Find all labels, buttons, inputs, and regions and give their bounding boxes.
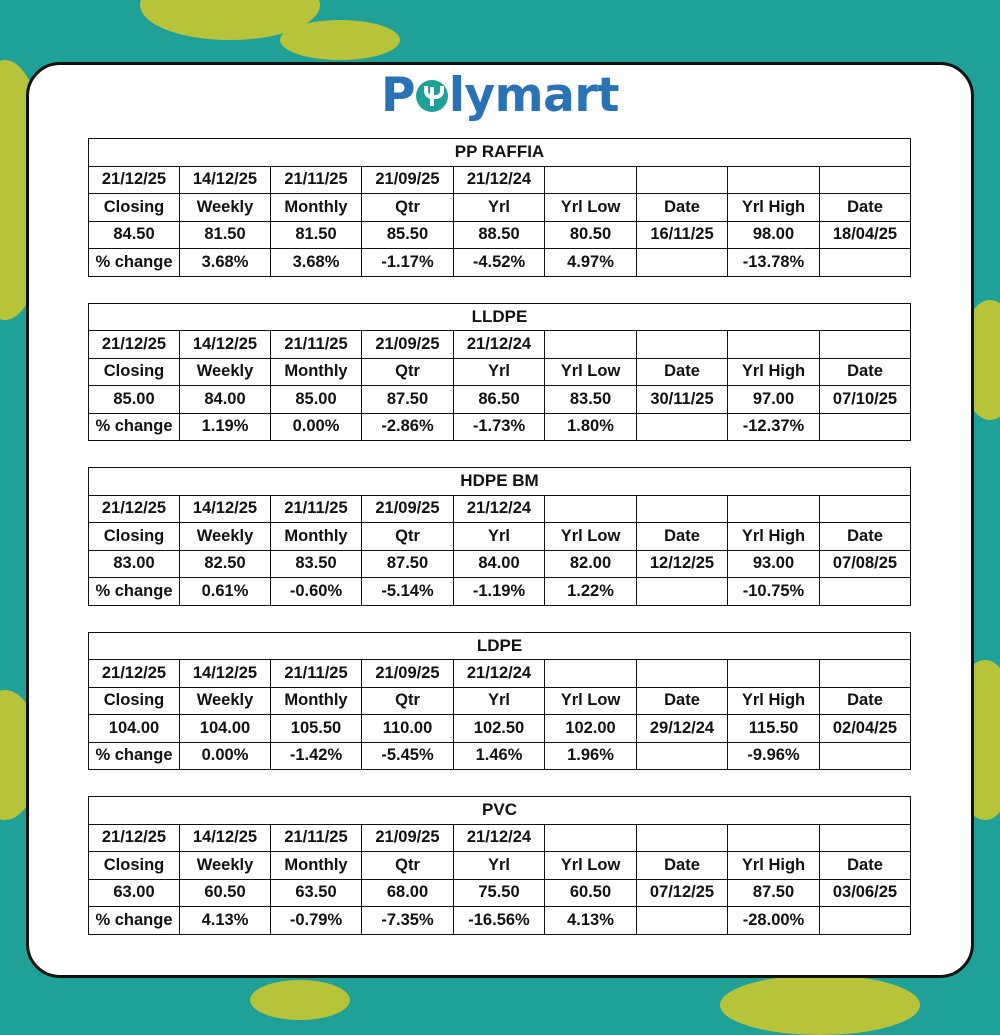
date-cell: 21/11/25 (271, 166, 362, 194)
date-cell: 14/12/25 (180, 331, 271, 359)
change-cell: 4.13% (545, 907, 637, 935)
change-cell: -1.19% (454, 578, 545, 606)
change-cell: 0.61% (180, 578, 271, 606)
change-cell: % change (89, 413, 180, 441)
value-cell: 88.50 (454, 221, 545, 249)
date-cell (637, 495, 728, 523)
header-cell: Qtr (362, 358, 454, 386)
value-cell: 85.00 (271, 386, 362, 414)
date-cell (728, 331, 820, 359)
value-row (89, 715, 911, 743)
date-cell: 14/12/25 (180, 166, 271, 194)
value-cell: 30/11/25 (637, 386, 728, 414)
section-spacer (89, 441, 911, 468)
value-cell: 81.50 (180, 221, 271, 249)
header-cell: Weekly (180, 358, 271, 386)
value-cell: 115.50 (728, 715, 820, 743)
background-splash (720, 975, 920, 1035)
product-title: PVC (89, 797, 911, 825)
date-cell (728, 495, 820, 523)
date-cell: 21/12/24 (454, 824, 545, 852)
change-cell: 1.96% (545, 742, 637, 770)
change-cell (820, 413, 911, 441)
change-cell (637, 413, 728, 441)
value-cell: 84.50 (89, 221, 180, 249)
header-row (89, 687, 911, 715)
date-cell: 21/12/25 (89, 331, 180, 359)
date-cell: 21/11/25 (271, 824, 362, 852)
date-cell (820, 660, 911, 688)
change-cell: -1.73% (454, 413, 545, 441)
value-cell: 83.50 (545, 386, 637, 414)
value-row (89, 879, 911, 907)
header-cell: Yrl High (728, 358, 820, 386)
header-cell: Monthly (271, 687, 362, 715)
change-cell (820, 578, 911, 606)
value-cell: 75.50 (454, 879, 545, 907)
header-row (89, 852, 911, 880)
value-cell: 83.00 (89, 550, 180, 578)
date-cell: 21/11/25 (271, 495, 362, 523)
change-cell (637, 249, 728, 277)
value-cell: 87.50 (728, 879, 820, 907)
value-cell: 16/11/25 (637, 221, 728, 249)
value-cell: 93.00 (728, 550, 820, 578)
date-cell: 21/09/25 (362, 495, 454, 523)
header-cell: Closing (89, 852, 180, 880)
change-cell: 4.97% (545, 249, 637, 277)
date-cell: 14/12/25 (180, 660, 271, 688)
header-cell: Qtr (362, 687, 454, 715)
date-cell: 21/11/25 (271, 331, 362, 359)
header-cell: Yrl (454, 523, 545, 551)
change-cell: 1.46% (454, 742, 545, 770)
header-cell: Closing (89, 194, 180, 222)
date-cell: 21/09/25 (362, 660, 454, 688)
change-cell: -9.96% (728, 742, 820, 770)
date-cell: 21/12/25 (89, 495, 180, 523)
header-cell: Yrl (454, 194, 545, 222)
value-cell: 104.00 (180, 715, 271, 743)
value-cell: 85.00 (89, 386, 180, 414)
header-cell: Date (637, 358, 728, 386)
value-cell: 87.50 (362, 550, 454, 578)
date-cell (545, 660, 637, 688)
section-spacer (89, 770, 911, 797)
header-cell: Yrl Low (545, 358, 637, 386)
header-cell: Weekly (180, 194, 271, 222)
header-cell: Yrl Low (545, 687, 637, 715)
change-cell (820, 907, 911, 935)
value-cell: 105.50 (271, 715, 362, 743)
change-row (89, 742, 911, 770)
change-cell (820, 742, 911, 770)
date-cell (820, 824, 911, 852)
header-cell: Yrl Low (545, 194, 637, 222)
header-cell: Monthly (271, 358, 362, 386)
change-cell: % change (89, 249, 180, 277)
header-cell: Yrl High (728, 523, 820, 551)
header-cell: Yrl (454, 687, 545, 715)
date-cell: 14/12/25 (180, 824, 271, 852)
value-cell: 102.50 (454, 715, 545, 743)
header-row (89, 358, 911, 386)
change-row (89, 413, 911, 441)
value-cell: 81.50 (271, 221, 362, 249)
header-row (89, 523, 911, 551)
header-cell: Yrl High (728, 687, 820, 715)
change-cell (637, 907, 728, 935)
date-cell (545, 166, 637, 194)
change-cell: -5.14% (362, 578, 454, 606)
header-cell: Closing (89, 687, 180, 715)
change-cell: -0.79% (271, 907, 362, 935)
product-title-row (89, 303, 911, 331)
value-cell: 12/12/25 (637, 550, 728, 578)
header-cell: Monthly (271, 194, 362, 222)
value-cell: 84.00 (180, 386, 271, 414)
change-cell: 0.00% (271, 413, 362, 441)
change-row (89, 249, 911, 277)
header-cell: Closing (89, 358, 180, 386)
header-cell: Yrl Low (545, 852, 637, 880)
date-cell (637, 331, 728, 359)
value-cell: 18/04/25 (820, 221, 911, 249)
product-title-row (89, 468, 911, 496)
change-cell: % change (89, 578, 180, 606)
value-cell: 68.00 (362, 879, 454, 907)
value-cell: 07/10/25 (820, 386, 911, 414)
date-row (89, 495, 911, 523)
spacer-cell (89, 605, 911, 632)
value-cell: 84.00 (454, 550, 545, 578)
header-cell: Monthly (271, 523, 362, 551)
date-cell (545, 331, 637, 359)
date-cell: 21/12/24 (454, 660, 545, 688)
header-row (89, 194, 911, 222)
change-cell: -28.00% (728, 907, 820, 935)
change-cell: 1.80% (545, 413, 637, 441)
header-cell: Weekly (180, 523, 271, 551)
value-cell: 104.00 (89, 715, 180, 743)
header-cell: Yrl High (728, 194, 820, 222)
product-title: HDPE BM (89, 468, 911, 496)
date-cell: 21/12/24 (454, 495, 545, 523)
background-splash (280, 20, 400, 60)
header-cell: Date (820, 687, 911, 715)
product-title-row (89, 632, 911, 660)
value-cell: 83.50 (271, 550, 362, 578)
value-cell: 03/06/25 (820, 879, 911, 907)
polymart-logo (0, 68, 1000, 124)
change-cell: -7.35% (362, 907, 454, 935)
header-cell: Date (637, 194, 728, 222)
value-cell: 07/08/25 (820, 550, 911, 578)
header-cell: Date (820, 852, 911, 880)
change-row (89, 907, 911, 935)
date-cell (728, 660, 820, 688)
product-title: PP RAFFIA (89, 139, 911, 167)
date-cell (637, 824, 728, 852)
date-cell: 21/12/24 (454, 166, 545, 194)
date-row (89, 824, 911, 852)
change-cell: % change (89, 907, 180, 935)
change-cell: -10.75% (728, 578, 820, 606)
change-cell: -16.56% (454, 907, 545, 935)
change-cell: 1.22% (545, 578, 637, 606)
change-cell (637, 578, 728, 606)
header-cell: Yrl Low (545, 523, 637, 551)
polymart-logo-mark-icon (416, 80, 448, 112)
value-cell: 102.00 (545, 715, 637, 743)
section-spacer (89, 605, 911, 632)
change-cell: -4.52% (454, 249, 545, 277)
date-row (89, 331, 911, 359)
spacer-cell (89, 441, 911, 468)
change-row (89, 578, 911, 606)
value-cell: 60.50 (545, 879, 637, 907)
date-cell (545, 495, 637, 523)
value-cell: 63.50 (271, 879, 362, 907)
change-cell: 3.68% (271, 249, 362, 277)
change-cell: 3.68% (180, 249, 271, 277)
header-cell: Date (820, 194, 911, 222)
value-cell: 82.50 (180, 550, 271, 578)
product-title: LDPE (89, 632, 911, 660)
section-spacer (89, 276, 911, 303)
date-cell (728, 166, 820, 194)
change-cell: -1.42% (271, 742, 362, 770)
header-cell: Date (637, 523, 728, 551)
header-cell: Date (637, 687, 728, 715)
header-cell: Weekly (180, 852, 271, 880)
date-cell: 21/09/25 (362, 824, 454, 852)
change-cell (637, 742, 728, 770)
change-cell: 4.13% (180, 907, 271, 935)
date-cell (545, 824, 637, 852)
value-cell: 60.50 (180, 879, 271, 907)
date-cell (728, 824, 820, 852)
value-cell: 97.00 (728, 386, 820, 414)
value-cell: 80.50 (545, 221, 637, 249)
date-row (89, 166, 911, 194)
value-cell: 110.00 (362, 715, 454, 743)
change-cell: -13.78% (728, 249, 820, 277)
value-row (89, 550, 911, 578)
date-cell: 21/11/25 (271, 660, 362, 688)
date-cell: 21/09/25 (362, 166, 454, 194)
header-cell: Yrl (454, 852, 545, 880)
header-cell: Yrl High (728, 852, 820, 880)
value-cell: 29/12/24 (637, 715, 728, 743)
date-cell: 21/12/25 (89, 166, 180, 194)
change-cell: -12.37% (728, 413, 820, 441)
change-cell: -2.86% (362, 413, 454, 441)
date-cell: 21/12/25 (89, 824, 180, 852)
header-cell: Qtr (362, 523, 454, 551)
product-title: LLDPE (89, 303, 911, 331)
header-cell: Closing (89, 523, 180, 551)
value-cell: 86.50 (454, 386, 545, 414)
value-cell: 85.50 (362, 221, 454, 249)
value-cell: 98.00 (728, 221, 820, 249)
spacer-cell (89, 276, 911, 303)
value-cell: 02/04/25 (820, 715, 911, 743)
change-cell (820, 249, 911, 277)
date-cell (637, 660, 728, 688)
value-cell: 63.00 (89, 879, 180, 907)
change-cell: 0.00% (180, 742, 271, 770)
date-cell: 21/12/25 (89, 660, 180, 688)
date-cell (637, 166, 728, 194)
value-row (89, 221, 911, 249)
value-cell: 07/12/25 (637, 879, 728, 907)
header-cell: Monthly (271, 852, 362, 880)
change-cell: 1.19% (180, 413, 271, 441)
date-cell: 21/09/25 (362, 331, 454, 359)
date-cell: 14/12/25 (180, 495, 271, 523)
header-cell: Date (820, 523, 911, 551)
header-cell: Qtr (362, 194, 454, 222)
header-cell: Date (820, 358, 911, 386)
product-title-row (89, 139, 911, 167)
background-splash (250, 980, 350, 1020)
value-cell: 87.50 (362, 386, 454, 414)
header-cell: Date (637, 852, 728, 880)
logo-text-part1: P (380, 68, 415, 123)
value-cell: 82.00 (545, 550, 637, 578)
change-cell: -0.60% (271, 578, 362, 606)
header-cell: Yrl (454, 358, 545, 386)
spacer-cell (89, 770, 911, 797)
product-title-row (89, 797, 911, 825)
change-cell: -5.45% (362, 742, 454, 770)
date-cell: 21/12/24 (454, 331, 545, 359)
value-row (89, 386, 911, 414)
header-cell: Qtr (362, 852, 454, 880)
date-cell (820, 331, 911, 359)
change-cell: -1.17% (362, 249, 454, 277)
date-row (89, 660, 911, 688)
logo-text-part2: lymart (448, 68, 620, 123)
date-cell (820, 166, 911, 194)
price-table (88, 138, 911, 935)
header-cell: Weekly (180, 687, 271, 715)
change-cell: % change (89, 742, 180, 770)
date-cell (820, 495, 911, 523)
